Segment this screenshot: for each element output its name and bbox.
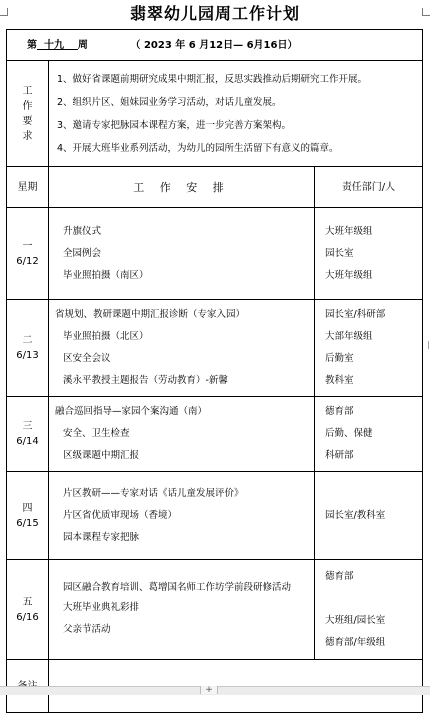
task-item: 溪永平教授主题报告（劳动教育）-新馨 [63,375,228,386]
dept-item: 园长室/科研部 [325,309,386,320]
dept-item: 大部年级组 [325,331,373,342]
task-item: 大班毕业典礼彩排 [63,601,140,613]
dept-item: 德育部 [325,406,354,417]
dept-item: 科研部 [325,450,354,461]
requirements-list [49,61,423,167]
week-number: 第 十九 周 [27,39,88,51]
weekly-plan-table [6,29,423,713]
task-item: 全园例会 [63,247,102,259]
day-label: 二 6/13 [7,300,49,397]
task-item: 父亲节活动 [63,623,111,635]
task-item: 园本课程专家把脉 [63,531,140,543]
task-item: 区安全会议 [63,353,111,364]
requirements-label: 工 作 要 求 [7,61,49,167]
day-items [49,397,315,472]
day-row-tuesday [7,300,423,397]
dept-item: 园长室 [325,247,354,259]
day-row-friday [7,560,423,660]
requirements-row [7,61,423,167]
requirement-item: 4、开展大班毕业系列活动，为幼儿的园所生活留下有意义的篇章。 [57,142,339,154]
task-item: 片区教研——专家对话《话儿童发展评价》 [63,487,244,499]
task-item: 区级课题中期汇报 [63,450,140,461]
dept-item: 德育部/年级组 [325,636,386,648]
requirement-item: 1、做好省课题前期研究成果中期汇报，反思实践推动后期研究工作开展。 [57,73,368,85]
requirement-item: 3、邀请专家把脉园本课程方案，进一步完善方案架构。 [57,119,292,131]
task-item: 毕业照拍摄（南区） [63,269,149,281]
dept-item: 后勤室 [325,353,354,364]
day-row-monday [7,208,423,300]
header-arrangement: 工 作 安 排 [49,167,315,208]
day-depts [315,560,423,660]
day-row-thursday [7,472,423,560]
task-item: 升旗仪式 [63,225,102,237]
day-depts [315,397,423,472]
dept-item: 大班年级组 [325,225,373,237]
dept-item: 德育部 [325,570,354,582]
week-date-range: （ 2023 年 6 月12日— 6月16日） [130,39,298,51]
day-depts [315,208,423,300]
day-row-wednesday [7,397,423,472]
day-label: 三 6/14 [7,397,49,472]
task-item: 安全、卫生检查 [63,428,130,439]
dept-item: 大班年级组 [325,269,373,281]
task-item: 省规划、教研课题中期汇报诊断（专家入园） [55,309,246,320]
dept-item: 大班组/园长室 [325,614,386,626]
day-label: 一 6/12 [7,208,49,300]
dept-item: 园长室/教科室 [325,509,386,521]
task-item: 片区省优质审现场（香境） [63,509,178,521]
week-cell [7,30,423,61]
document-title: 翡翠幼儿园周工作计划 [129,4,300,23]
day-items [49,472,315,560]
dept-item: 教科室 [325,375,354,386]
header-row [7,167,423,208]
task-item: 融合巡回指导—家园个案沟通（南） [55,406,208,417]
week-row [7,30,423,61]
day-depts [315,300,423,397]
requirement-item: 2、组织片区、姐妹园业务学习活动，对话儿童发展。 [57,96,282,108]
add-icon[interactable]: + [200,686,218,694]
task-item: 园区融合教育培训、葛增国名师工作坊学前段研修活动 [63,581,292,593]
dept-item: 后勤、保健 [325,428,373,439]
day-items [49,560,315,660]
day-label: 五 6/16 [7,560,49,660]
header-dept: 责任部门/人 [315,167,423,208]
side-handle-icon: | [427,340,430,349]
dept-spacer [325,588,418,610]
header-day: 星期 [7,167,49,208]
day-items [49,300,315,397]
day-label: 四 6/15 [7,472,49,560]
day-items [49,208,315,300]
task-item: 毕业照拍摄（北区） [63,331,149,342]
day-depts [315,472,423,560]
